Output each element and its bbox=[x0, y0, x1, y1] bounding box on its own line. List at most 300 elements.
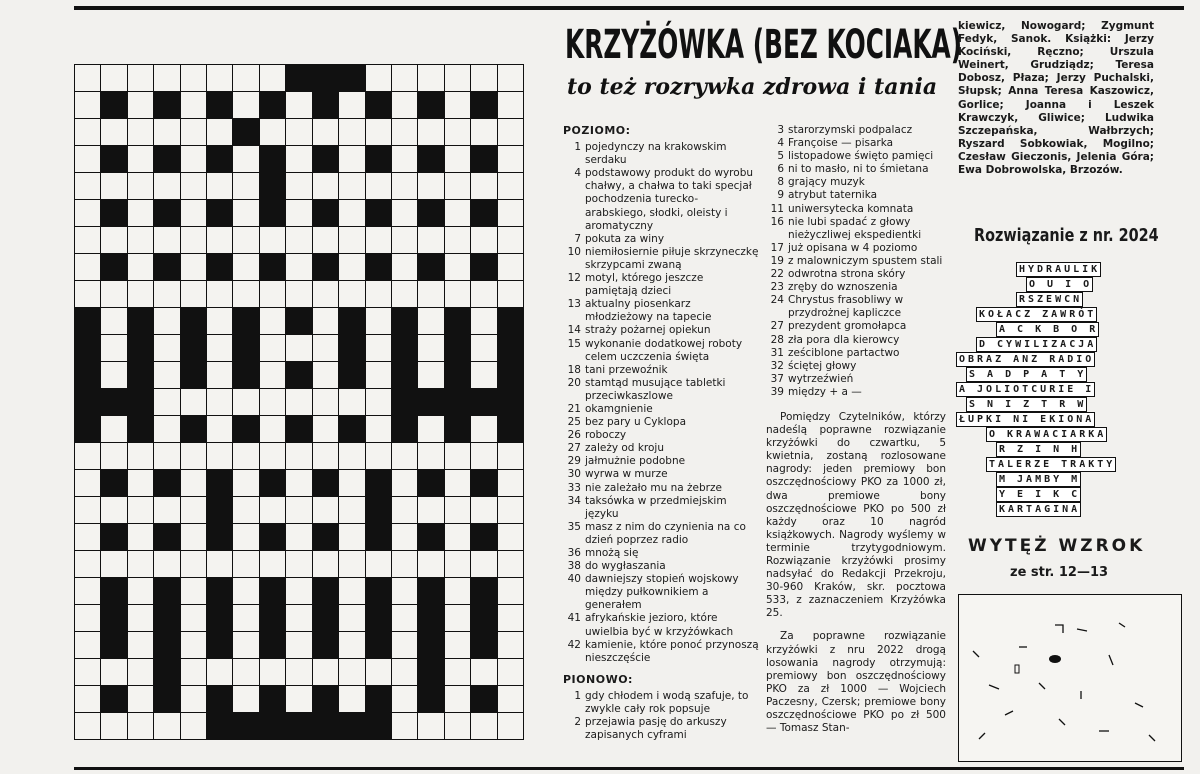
grid-cell[interactable] bbox=[392, 173, 417, 199]
grid-cell[interactable] bbox=[233, 497, 258, 523]
grid-cell[interactable] bbox=[286, 281, 311, 307]
clue-item bbox=[563, 272, 759, 298]
grid-cell[interactable] bbox=[154, 443, 179, 469]
grid-cell[interactable] bbox=[471, 281, 496, 307]
grid-cell[interactable] bbox=[498, 227, 523, 253]
grid-cell[interactable] bbox=[418, 173, 443, 199]
grid-cell[interactable] bbox=[471, 713, 496, 739]
grid-cell[interactable] bbox=[75, 659, 100, 685]
grid-cell[interactable] bbox=[154, 551, 179, 577]
grid-cell[interactable] bbox=[207, 659, 232, 685]
clue-text: zależy od kroju bbox=[585, 442, 664, 455]
grid-cell[interactable] bbox=[75, 173, 100, 199]
grid-cell[interactable] bbox=[445, 281, 470, 307]
grid-cell[interactable] bbox=[181, 389, 206, 415]
grid-cell[interactable] bbox=[339, 443, 364, 469]
grid-cell[interactable] bbox=[207, 308, 232, 334]
black-cell bbox=[75, 362, 100, 388]
grid-cell[interactable] bbox=[418, 335, 443, 361]
grid-cell[interactable] bbox=[392, 578, 417, 604]
grid-cell[interactable] bbox=[233, 200, 258, 226]
grid-cell[interactable] bbox=[233, 605, 258, 631]
grid-cell[interactable] bbox=[366, 281, 391, 307]
grid-cell[interactable] bbox=[286, 551, 311, 577]
grid-cell[interactable] bbox=[154, 713, 179, 739]
grid-cell[interactable] bbox=[313, 416, 338, 442]
grid-cell[interactable] bbox=[418, 119, 443, 145]
grid-cell[interactable] bbox=[286, 335, 311, 361]
grid-cell[interactable] bbox=[75, 632, 100, 658]
grid-cell[interactable] bbox=[498, 659, 523, 685]
grid-cell[interactable] bbox=[471, 308, 496, 334]
grid-cell[interactable] bbox=[181, 146, 206, 172]
grid-cell[interactable] bbox=[418, 227, 443, 253]
grid-cell[interactable] bbox=[233, 659, 258, 685]
grid-cell[interactable] bbox=[260, 416, 285, 442]
grid-cell[interactable] bbox=[75, 524, 100, 550]
grid-cell[interactable] bbox=[260, 659, 285, 685]
grid-cell[interactable] bbox=[471, 416, 496, 442]
grid-cell[interactable] bbox=[418, 416, 443, 442]
grid-cell[interactable] bbox=[181, 443, 206, 469]
grid-cell[interactable] bbox=[260, 551, 285, 577]
grid-cell[interactable] bbox=[128, 659, 153, 685]
grid-cell[interactable] bbox=[313, 119, 338, 145]
grid-cell[interactable] bbox=[392, 470, 417, 496]
grid-cell[interactable] bbox=[101, 173, 126, 199]
grid-cell[interactable] bbox=[207, 335, 232, 361]
grid-cell[interactable] bbox=[260, 65, 285, 91]
grid-cell[interactable] bbox=[366, 119, 391, 145]
grid-cell[interactable] bbox=[286, 605, 311, 631]
grid-cell[interactable] bbox=[339, 389, 364, 415]
grid-cell[interactable] bbox=[392, 119, 417, 145]
grid-cell[interactable] bbox=[154, 416, 179, 442]
grid-cell[interactable] bbox=[207, 227, 232, 253]
grid-cell[interactable] bbox=[445, 227, 470, 253]
grid-cell[interactable] bbox=[471, 443, 496, 469]
grid-cell[interactable] bbox=[154, 362, 179, 388]
grid-cell[interactable] bbox=[418, 551, 443, 577]
grid-cell[interactable] bbox=[418, 497, 443, 523]
grid-cell[interactable] bbox=[445, 578, 470, 604]
grid-cell[interactable] bbox=[339, 497, 364, 523]
grid-cell[interactable] bbox=[498, 443, 523, 469]
grid-cell[interactable] bbox=[286, 200, 311, 226]
grid-cell[interactable] bbox=[471, 119, 496, 145]
clue-number: 26 bbox=[567, 429, 581, 442]
grid-cell[interactable] bbox=[445, 605, 470, 631]
grid-cell[interactable] bbox=[498, 254, 523, 280]
clue-item bbox=[563, 364, 759, 377]
grid-cell[interactable] bbox=[101, 308, 126, 334]
grid-cell[interactable] bbox=[445, 65, 470, 91]
grid-cell[interactable] bbox=[313, 362, 338, 388]
grid-cell[interactable] bbox=[128, 551, 153, 577]
grid-cell[interactable] bbox=[339, 470, 364, 496]
grid-cell[interactable] bbox=[181, 92, 206, 118]
grid-cell[interactable] bbox=[75, 254, 100, 280]
grid-cell[interactable] bbox=[366, 389, 391, 415]
grid-cell[interactable] bbox=[366, 65, 391, 91]
grid-cell[interactable] bbox=[128, 686, 153, 712]
grid-cell[interactable] bbox=[445, 254, 470, 280]
grid-cell[interactable] bbox=[392, 659, 417, 685]
grid-cell[interactable] bbox=[154, 497, 179, 523]
grid-cell[interactable] bbox=[233, 92, 258, 118]
grid-cell[interactable] bbox=[233, 146, 258, 172]
grid-cell[interactable] bbox=[75, 281, 100, 307]
grid-cell[interactable] bbox=[181, 497, 206, 523]
grid-cell[interactable] bbox=[207, 362, 232, 388]
grid-cell[interactable] bbox=[233, 254, 258, 280]
grid-cell[interactable] bbox=[286, 659, 311, 685]
grid-cell[interactable] bbox=[392, 281, 417, 307]
grid-cell[interactable] bbox=[128, 227, 153, 253]
grid-cell[interactable] bbox=[75, 551, 100, 577]
grid-cell[interactable] bbox=[286, 146, 311, 172]
grid-cell[interactable] bbox=[313, 443, 338, 469]
grid-cell[interactable] bbox=[339, 119, 364, 145]
grid-cell[interactable] bbox=[445, 119, 470, 145]
grid-cell[interactable] bbox=[154, 335, 179, 361]
grid-cell[interactable] bbox=[233, 281, 258, 307]
grid-cell[interactable] bbox=[339, 281, 364, 307]
grid-cell[interactable] bbox=[418, 362, 443, 388]
grid-cell[interactable] bbox=[498, 200, 523, 226]
grid-cell[interactable] bbox=[445, 173, 470, 199]
grid-cell[interactable] bbox=[366, 335, 391, 361]
grid-cell[interactable] bbox=[286, 119, 311, 145]
grid-cell[interactable] bbox=[75, 119, 100, 145]
grid-cell[interactable] bbox=[181, 551, 206, 577]
grid-cell[interactable] bbox=[313, 389, 338, 415]
grid-cell[interactable] bbox=[128, 119, 153, 145]
grid-cell[interactable] bbox=[313, 497, 338, 523]
grid-cell[interactable] bbox=[128, 443, 153, 469]
grid-cell[interactable] bbox=[339, 551, 364, 577]
grid-cell[interactable] bbox=[75, 578, 100, 604]
grid-cell[interactable] bbox=[392, 200, 417, 226]
grid-cell[interactable] bbox=[101, 551, 126, 577]
grid-cell[interactable] bbox=[339, 254, 364, 280]
grid-cell[interactable] bbox=[154, 281, 179, 307]
grid-cell[interactable] bbox=[366, 416, 391, 442]
grid-cell[interactable] bbox=[366, 173, 391, 199]
grid-cell[interactable] bbox=[75, 227, 100, 253]
grid-cell[interactable] bbox=[445, 551, 470, 577]
grid-cell[interactable] bbox=[286, 470, 311, 496]
grid-cell[interactable] bbox=[154, 389, 179, 415]
grid-cell[interactable] bbox=[498, 524, 523, 550]
grid-cell[interactable] bbox=[207, 119, 232, 145]
grid-cell[interactable] bbox=[181, 578, 206, 604]
black-cell bbox=[101, 200, 126, 226]
black-cell bbox=[313, 605, 338, 631]
grid-cell[interactable] bbox=[181, 200, 206, 226]
grid-cell[interactable] bbox=[128, 470, 153, 496]
grid-cell[interactable] bbox=[233, 389, 258, 415]
grid-cell[interactable] bbox=[445, 470, 470, 496]
grid-cell[interactable] bbox=[75, 146, 100, 172]
grid-cell[interactable] bbox=[498, 92, 523, 118]
grid-cell[interactable] bbox=[313, 659, 338, 685]
black-cell bbox=[207, 146, 232, 172]
grid-cell[interactable] bbox=[313, 308, 338, 334]
grid-cell[interactable] bbox=[392, 605, 417, 631]
grid-cell[interactable] bbox=[128, 632, 153, 658]
grid-cell[interactable] bbox=[418, 443, 443, 469]
grid-cell[interactable] bbox=[260, 119, 285, 145]
grid-cell[interactable] bbox=[233, 578, 258, 604]
grid-cell[interactable] bbox=[366, 227, 391, 253]
grid-cell[interactable] bbox=[286, 497, 311, 523]
grid-cell[interactable] bbox=[75, 92, 100, 118]
grid-cell[interactable] bbox=[181, 470, 206, 496]
grid-cell[interactable] bbox=[498, 146, 523, 172]
grid-cell[interactable] bbox=[498, 713, 523, 739]
grid-cell[interactable] bbox=[75, 65, 100, 91]
grid-cell[interactable] bbox=[392, 713, 417, 739]
grid-cell[interactable] bbox=[181, 686, 206, 712]
grid-cell[interactable] bbox=[339, 659, 364, 685]
grid-cell[interactable] bbox=[154, 227, 179, 253]
grid-cell[interactable] bbox=[101, 713, 126, 739]
grid-cell[interactable] bbox=[498, 632, 523, 658]
grid-cell[interactable] bbox=[418, 713, 443, 739]
grid-cell[interactable] bbox=[392, 497, 417, 523]
grid-cell[interactable] bbox=[207, 281, 232, 307]
grid-cell[interactable] bbox=[339, 227, 364, 253]
grid-cell[interactable] bbox=[286, 173, 311, 199]
grid-cell[interactable] bbox=[260, 389, 285, 415]
grid-cell[interactable] bbox=[471, 335, 496, 361]
grid-cell[interactable] bbox=[471, 173, 496, 199]
grid-cell[interactable] bbox=[260, 362, 285, 388]
grid-cell[interactable] bbox=[233, 65, 258, 91]
grid-cell[interactable] bbox=[75, 713, 100, 739]
grid-cell[interactable] bbox=[75, 605, 100, 631]
grid-cell[interactable] bbox=[233, 227, 258, 253]
grid-cell[interactable] bbox=[445, 200, 470, 226]
black-cell bbox=[498, 389, 523, 415]
grid-cell[interactable] bbox=[392, 551, 417, 577]
grid-cell[interactable] bbox=[260, 335, 285, 361]
grid-cell[interactable] bbox=[207, 173, 232, 199]
grid-cell[interactable] bbox=[498, 281, 523, 307]
grid-cell[interactable] bbox=[181, 281, 206, 307]
grid-cell[interactable] bbox=[101, 227, 126, 253]
grid-cell[interactable] bbox=[101, 443, 126, 469]
grid-cell[interactable] bbox=[128, 65, 153, 91]
black-cell bbox=[286, 713, 311, 739]
black-cell bbox=[313, 92, 338, 118]
grid-cell[interactable] bbox=[233, 470, 258, 496]
grid-cell[interactable] bbox=[101, 281, 126, 307]
black-cell bbox=[366, 254, 391, 280]
grid-cell[interactable] bbox=[101, 119, 126, 145]
grid-cell[interactable] bbox=[498, 173, 523, 199]
grid-cell[interactable] bbox=[260, 497, 285, 523]
grid-cell[interactable] bbox=[128, 173, 153, 199]
grid-cell[interactable] bbox=[286, 92, 311, 118]
grid-cell[interactable] bbox=[154, 65, 179, 91]
grid-cell[interactable] bbox=[286, 227, 311, 253]
grid-cell[interactable] bbox=[260, 281, 285, 307]
grid-cell[interactable] bbox=[260, 443, 285, 469]
grid-cell[interactable] bbox=[181, 713, 206, 739]
grid-cell[interactable] bbox=[75, 443, 100, 469]
grid-cell[interactable] bbox=[445, 713, 470, 739]
grid-cell[interactable] bbox=[339, 92, 364, 118]
grid-cell[interactable] bbox=[207, 389, 232, 415]
grid-cell[interactable] bbox=[181, 65, 206, 91]
grid-cell[interactable] bbox=[260, 227, 285, 253]
grid-cell[interactable] bbox=[128, 578, 153, 604]
grid-cell[interactable] bbox=[498, 119, 523, 145]
grid-cell[interactable] bbox=[366, 362, 391, 388]
grid-cell[interactable] bbox=[313, 551, 338, 577]
grid-cell[interactable] bbox=[101, 416, 126, 442]
grid-cell[interactable] bbox=[207, 551, 232, 577]
grid-cell[interactable] bbox=[260, 308, 285, 334]
grid-cell[interactable] bbox=[339, 200, 364, 226]
grid-cell[interactable] bbox=[445, 686, 470, 712]
grid-cell[interactable] bbox=[154, 308, 179, 334]
grid-cell[interactable] bbox=[101, 335, 126, 361]
grid-cell[interactable] bbox=[445, 443, 470, 469]
grid-cell[interactable] bbox=[392, 227, 417, 253]
grid-cell[interactable] bbox=[101, 362, 126, 388]
grid-cell[interactable] bbox=[128, 254, 153, 280]
grid-cell[interactable] bbox=[471, 65, 496, 91]
grid-cell[interactable] bbox=[128, 713, 153, 739]
grid-cell[interactable] bbox=[233, 173, 258, 199]
grid-cell[interactable] bbox=[128, 605, 153, 631]
grid-cell[interactable] bbox=[366, 308, 391, 334]
grid-cell[interactable] bbox=[418, 308, 443, 334]
grid-cell[interactable] bbox=[154, 119, 179, 145]
clue-item bbox=[766, 189, 946, 202]
grid-cell[interactable] bbox=[233, 524, 258, 550]
grid-cell[interactable] bbox=[286, 632, 311, 658]
grid-cell[interactable] bbox=[313, 173, 338, 199]
grid-cell[interactable] bbox=[366, 551, 391, 577]
grid-cell[interactable] bbox=[313, 227, 338, 253]
grid-cell[interactable] bbox=[392, 65, 417, 91]
grid-cell[interactable] bbox=[75, 497, 100, 523]
grid-cell[interactable] bbox=[498, 497, 523, 523]
grid-cell[interactable] bbox=[233, 443, 258, 469]
grid-cell[interactable] bbox=[181, 605, 206, 631]
grid-cell[interactable] bbox=[128, 200, 153, 226]
grid-cell[interactable] bbox=[418, 281, 443, 307]
grid-cell[interactable] bbox=[286, 443, 311, 469]
grid-cell[interactable] bbox=[286, 254, 311, 280]
grid-cell[interactable] bbox=[392, 632, 417, 658]
grid-cell[interactable] bbox=[339, 578, 364, 604]
grid-cell[interactable] bbox=[286, 686, 311, 712]
grid-cell[interactable] bbox=[498, 470, 523, 496]
grid-cell[interactable] bbox=[498, 65, 523, 91]
grid-cell[interactable] bbox=[128, 524, 153, 550]
grid-cell[interactable] bbox=[445, 659, 470, 685]
grid-cell[interactable] bbox=[392, 92, 417, 118]
grid-cell[interactable] bbox=[366, 443, 391, 469]
grid-cell[interactable] bbox=[339, 605, 364, 631]
grid-cell[interactable] bbox=[471, 362, 496, 388]
grid-cell[interactable] bbox=[101, 497, 126, 523]
grid-cell[interactable] bbox=[181, 227, 206, 253]
grid-cell[interactable] bbox=[128, 497, 153, 523]
grid-cell[interactable] bbox=[418, 65, 443, 91]
grid-cell[interactable] bbox=[154, 173, 179, 199]
grid-cell[interactable] bbox=[498, 605, 523, 631]
grid-cell[interactable] bbox=[498, 578, 523, 604]
grid-cell[interactable] bbox=[181, 524, 206, 550]
grid-cell[interactable] bbox=[181, 119, 206, 145]
grid-cell[interactable] bbox=[181, 254, 206, 280]
grid-cell[interactable] bbox=[392, 686, 417, 712]
grid-cell[interactable] bbox=[101, 65, 126, 91]
grid-cell[interactable] bbox=[498, 686, 523, 712]
grid-cell[interactable] bbox=[445, 524, 470, 550]
grid-cell[interactable] bbox=[207, 65, 232, 91]
grid-cell[interactable] bbox=[471, 659, 496, 685]
grid-cell[interactable] bbox=[286, 389, 311, 415]
grid-cell[interactable] bbox=[233, 632, 258, 658]
grid-cell[interactable] bbox=[101, 659, 126, 685]
grid-cell[interactable] bbox=[207, 443, 232, 469]
grid-cell[interactable] bbox=[339, 524, 364, 550]
grid-cell[interactable] bbox=[471, 551, 496, 577]
grid-cell[interactable] bbox=[392, 443, 417, 469]
grid-cell[interactable] bbox=[392, 146, 417, 172]
grid-cell[interactable] bbox=[498, 551, 523, 577]
grid-cell[interactable] bbox=[128, 92, 153, 118]
grid-cell[interactable] bbox=[392, 254, 417, 280]
grid-cell[interactable] bbox=[445, 497, 470, 523]
grid-cell[interactable] bbox=[233, 686, 258, 712]
grid-cell[interactable] bbox=[181, 632, 206, 658]
grid-cell[interactable] bbox=[75, 470, 100, 496]
grid-cell[interactable] bbox=[339, 686, 364, 712]
grid-cell[interactable] bbox=[339, 173, 364, 199]
grid-cell[interactable] bbox=[445, 92, 470, 118]
grid-cell[interactable] bbox=[471, 227, 496, 253]
grid-cell[interactable] bbox=[128, 281, 153, 307]
grid-cell[interactable] bbox=[445, 632, 470, 658]
grid-cell[interactable] bbox=[366, 659, 391, 685]
grid-cell[interactable] bbox=[75, 200, 100, 226]
grid-cell[interactable] bbox=[313, 281, 338, 307]
grid-cell[interactable] bbox=[471, 497, 496, 523]
grid-cell[interactable] bbox=[233, 551, 258, 577]
grid-cell[interactable] bbox=[181, 173, 206, 199]
grid-cell[interactable] bbox=[392, 524, 417, 550]
grid-cell[interactable] bbox=[445, 146, 470, 172]
grid-cell[interactable] bbox=[286, 524, 311, 550]
grid-cell[interactable] bbox=[286, 578, 311, 604]
crossword-grid[interactable] bbox=[74, 64, 524, 740]
grid-cell[interactable] bbox=[75, 686, 100, 712]
grid-cell[interactable] bbox=[181, 659, 206, 685]
grid-cell[interactable] bbox=[339, 632, 364, 658]
grid-cell[interactable] bbox=[313, 335, 338, 361]
grid-cell[interactable] bbox=[339, 146, 364, 172]
grid-cell[interactable] bbox=[128, 146, 153, 172]
grid-cell[interactable] bbox=[207, 416, 232, 442]
